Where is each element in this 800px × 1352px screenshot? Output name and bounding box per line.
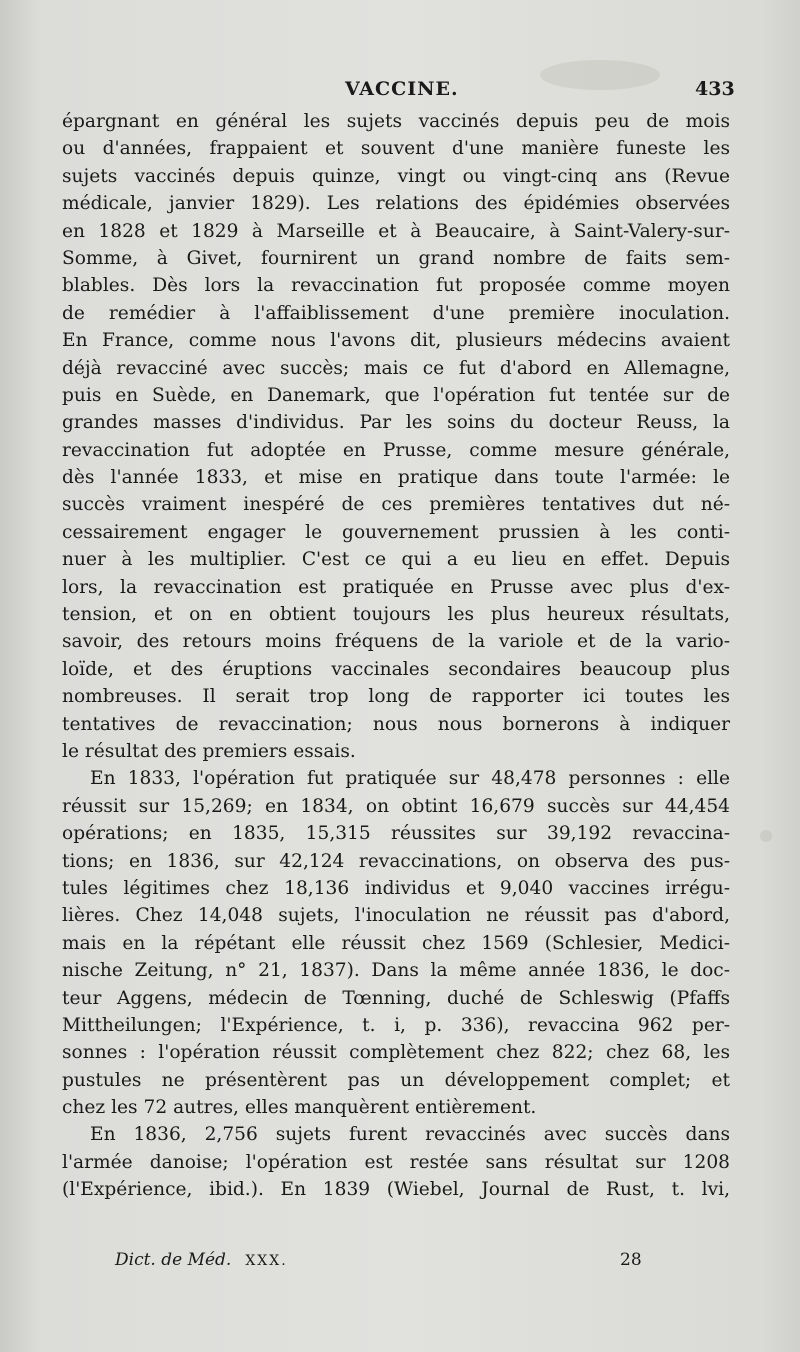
page-footer [0,1250,800,1276]
text-line: épargnant en général les sujets vaccinés depuis peu de mois [62,111,730,132]
text-line: tension, et on en obtient toujours les plus heureux résultats, [62,604,730,626]
text-line: médicale, janvier 1829). Les relations des épidémies observées [62,193,730,215]
text-line: lors, la revaccination est pratiquée en Prusse avec plus d'ex- [62,576,730,598]
text-line: ou d'années, frappaient et souvent d'une manière funeste les [62,138,730,160]
text-line: savoir, des retours moins fréquens de la variole et de la vario- [62,631,730,653]
text-line: mais en la répétant elle réussit chez 1569 (Schlesier, Medici- [62,932,730,954]
text-line: tions; en 1836, sur 42,124 revaccinations, on observa des pus- [62,850,730,872]
text-line: de remédier à l'affaiblissement d'une première inoculation. [62,302,730,324]
text-line: (l'Expérience, ibid.). En 1839 (Wiebel, Journal de Rust, t. lvi, [62,1179,730,1201]
body-text [62,108,730,1204]
text-line: En France, comme nous l'avons dit, plusieurs médecins avaient [62,330,730,352]
text-line: tentatives de revaccination; nous nous bornerons à indiquer [62,713,730,735]
text-line: En 1833, l'opération fut pratiquée sur 48,478 personnes : elle [90,768,730,790]
text-line: l'armée danoise; l'opération est restée sans résultat sur 1208 [62,1151,730,1173]
text-line: chez les 72 autres, elles manquèrent entièrement. [62,1097,537,1119]
text-line: dès l'année 1833, et mise en pratique dans toute l'armée: le [62,467,730,489]
footer-reference-title: Dict. de Méd. [115,1250,232,1270]
text-line: en 1828 et 1829 à Marseille et à Beaucaire, à Saint-Valery-sur- [62,220,730,242]
printer-signature: 28 [620,1250,642,1270]
text-line: En 1836, 2,756 sujets furent revaccinés avec succès dans [90,1124,730,1146]
footer-reference [115,1250,288,1270]
text-line: nombreuses. Il serait trop long de rapporter ici toutes les [62,686,730,708]
text-line: opérations; en 1835, 15,315 réussites sur 39,192 revaccina- [62,823,730,845]
text-line: blables. Dès lors la revaccination fut proposée comme moyen [62,275,730,297]
text-line: nische Zeitung, n° 21, 1837). Dans la même année 1836, le doc- [62,960,730,982]
text-line: déjà revacciné avec succès; mais ce fut d'abord en Allemagne, [62,357,730,379]
text-line: nuer à les multiplier. C'est ce qui a eu lieu en effet. Depuis [62,549,730,571]
text-line: revaccination fut adoptée en Prusse, comme mesure générale, [62,439,730,461]
footer-volume: XXX. [245,1253,288,1269]
text-line: loïde, et des éruptions vaccinales secondaires beaucoup plus [62,658,730,680]
text-line: teur Aggens, médecin de Tœnning, duché de Schleswig (Pfaffs [62,987,730,1009]
text-line: réussit sur 15,269; en 1834, on obtint 16,679 succès sur 44,454 [62,795,730,817]
page-header [0,78,800,108]
text-line: Somme, à Givet, fournirent un grand nombre de faits sem- [62,247,730,269]
text-line: cessairement engager le gouvernement prussien à les conti- [62,521,730,543]
text-line: sujets vaccinés depuis quinze, vingt ou vingt-cinq ans (Revue [62,165,730,187]
text-line: sonnes : l'opération réussit complètement chez 822; chez 68, les [62,1042,730,1064]
paper-stain [760,830,772,842]
text-line: lières. Chez 14,048 sujets, l'inoculation ne réussit pas d'abord, [62,905,730,927]
text-line: le résultat des premiers essais. [62,740,356,762]
text-line: tules légitimes chez 18,136 individus et 9,040 vaccines irrégu- [62,877,730,899]
running-title: VACCINE. [345,78,459,100]
page-number: 433 [695,78,735,100]
text-line: pustules ne présentèrent pas un développement complet; et [62,1069,730,1091]
text-line: succès vraiment inespéré de ces premières tentatives dut né- [62,494,730,516]
text-line: Mittheilungen; l'Expérience, t. i, p. 336), revaccina 962 per- [62,1014,730,1036]
text-line: grandes masses d'individus. Par les soins du docteur Reuss, la [62,412,730,434]
text-line: puis en Suède, en Danemark, que l'opération fut tentée sur de [62,384,730,406]
